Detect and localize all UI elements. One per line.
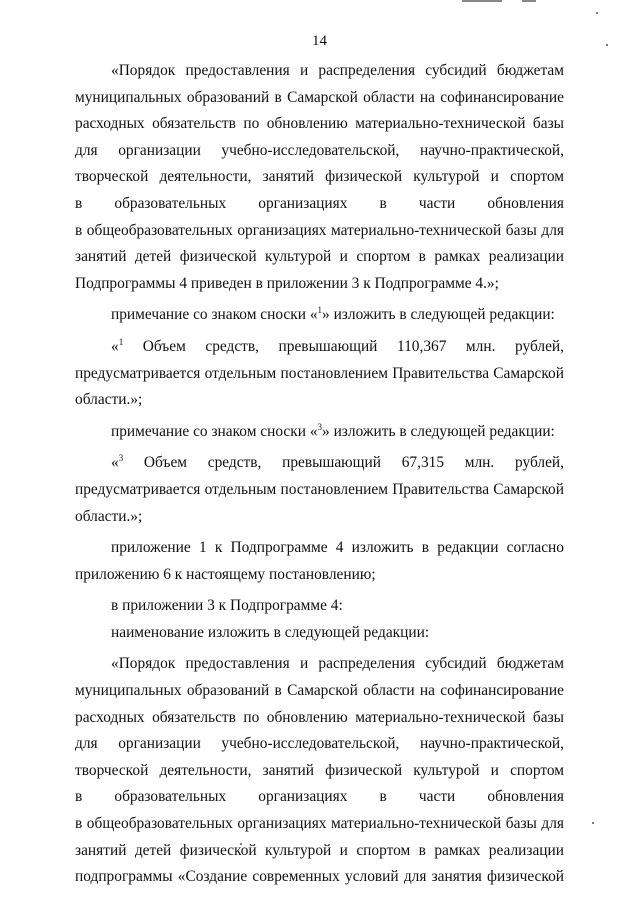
text-line [75, 450, 564, 477]
text-line: занятий детей физической культурой и спортом в рамках реализации [75, 248, 564, 266]
text-line [75, 302, 564, 329]
footnote-mark: 1 [317, 305, 323, 316]
text-line: «Порядок предоставления и распределения субсидий бюджетам [111, 655, 564, 673]
text-line: предусматривается отдельным постановлением Правительства Самарской [75, 480, 564, 498]
paragraph [75, 450, 564, 530]
text-fragment: » изложить в следующей редакции: [322, 306, 555, 324]
page-number: 14 [312, 33, 327, 49]
text-line: приложение 1 к Подпрограмме 4 изложить в редакции согласно [111, 539, 564, 557]
paragraph [75, 58, 564, 297]
text-line: муниципальных образований в Самарской области на софинансирование [75, 88, 564, 106]
text-line: расходных обязательств по обновлению материально-технической базы [75, 115, 564, 133]
paragraph [75, 593, 564, 620]
text-line: приложению 6 к настоящему постановлению; [75, 565, 376, 583]
text-fragment: » изложить в следующей редакции: [322, 422, 555, 440]
text-fragment: « [111, 337, 119, 355]
paragraph [75, 651, 564, 890]
text-fragment: примечание со знаком сноски « [111, 306, 318, 324]
text-line: в приложении 3 к Подпрограмме 4: [111, 597, 343, 615]
text-line: в образовательных организациях в части обновления [75, 194, 564, 212]
text-line: предусматривается отдельным постановлением Правительства Самарской [75, 364, 564, 382]
document-body [75, 58, 564, 891]
scan-mark [462, 0, 502, 2]
text-fragment: « [111, 454, 119, 472]
paragraph [75, 535, 564, 588]
text-line [75, 419, 564, 446]
paragraph [75, 620, 564, 647]
text-line: области.»; [75, 507, 143, 525]
paragraph [75, 334, 564, 414]
text-line: муниципальных образований в Самарской области на софинансирование [75, 682, 564, 700]
text-line: занятий детей физической культурой и спортом в рамках реализации [75, 841, 564, 859]
text-line: в образовательных организациях в части обновления [75, 788, 564, 806]
footnote-mark: 3 [118, 453, 124, 464]
text-line: для организации учебно-исследовательской, научно-практической, [75, 141, 564, 159]
footnote-mark: 3 [317, 421, 323, 432]
text-fragment: примечание со знаком сноски « [111, 422, 318, 440]
text-line: подпрограммы «Создание современных условий для занятия физической [75, 868, 564, 886]
text-line: наименование изложить в следующей редакции: [111, 623, 430, 641]
scan-speck [592, 822, 594, 824]
text-fragment: Объем средств, превышающий 67,315 млн. рублей, [123, 454, 564, 472]
scan-speck [596, 12, 598, 14]
scan-mark [522, 0, 536, 2]
text-line: расходных обязательств по обновлению материально-технической базы [75, 708, 564, 726]
text-line: для организации учебно-исследовательской, научно-практической, [75, 735, 564, 753]
paragraph [75, 419, 564, 446]
text-line: творческой деятельности, занятий физической культурой и спортом [75, 761, 564, 779]
text-line: «Порядок предоставления и распределения субсидий бюджетам [111, 62, 564, 79]
text-line: творческой деятельности, занятий физической культурой и спортом [75, 168, 564, 186]
text-line: области.»; [75, 391, 143, 409]
text-line: Подпрограммы 4 приведен в приложении 3 к Подпрограмме 4.»; [75, 274, 499, 292]
text-line: в общеобразовательных организациях материально-технической базы для [75, 815, 564, 833]
text-fragment: Объем средств, превышающий 110,367 млн. рублей, [123, 337, 564, 355]
text-line [75, 334, 564, 361]
footnote-mark: 1 [118, 336, 124, 347]
text-line: в общеобразовательных организациях материально-технической базы для [75, 221, 564, 239]
paragraph [75, 302, 564, 329]
